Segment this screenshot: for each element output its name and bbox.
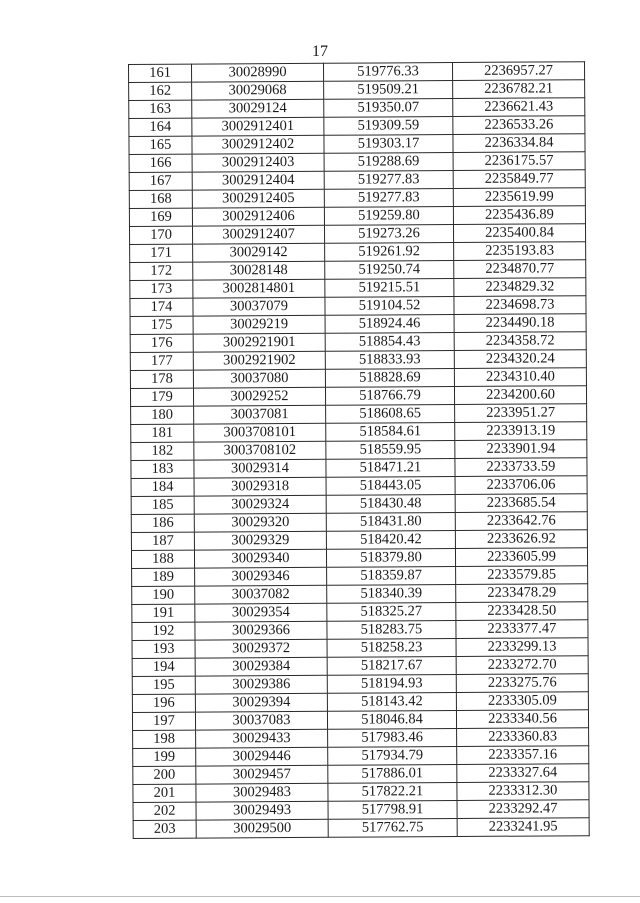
coordinate-table-body — [129, 62, 590, 839]
point-id-cell: 3002921902 — [193, 351, 325, 370]
y-coordinate-cell: 2233377.47 — [456, 620, 588, 639]
point-id-cell: 30028148 — [193, 261, 325, 280]
y-coordinate-cell: 2236334.84 — [453, 134, 585, 153]
y-coordinate-cell: 2234829.32 — [454, 278, 586, 297]
point-id-cell: 30037082 — [195, 585, 327, 604]
table-row — [129, 188, 585, 209]
x-coordinate-cell: 518828.69 — [325, 369, 454, 388]
point-id-cell: 30029493 — [196, 801, 328, 820]
y-coordinate-cell: 2233626.92 — [455, 530, 587, 549]
row-number-cell: 171 — [130, 244, 193, 262]
table-row — [129, 170, 585, 191]
point-id-cell: 30028990 — [192, 63, 324, 82]
point-id-cell: 30029483 — [196, 783, 328, 802]
table-row — [129, 62, 585, 83]
row-number-cell: 161 — [129, 64, 192, 82]
table-row — [131, 548, 587, 569]
point-id-cell: 30037079 — [193, 297, 325, 316]
x-coordinate-cell: 518283.75 — [327, 621, 456, 640]
row-number-cell: 191 — [132, 604, 195, 622]
y-coordinate-cell: 2235436.89 — [453, 206, 585, 225]
x-coordinate-cell: 519509.21 — [324, 81, 453, 100]
y-coordinate-cell: 2235849.77 — [453, 170, 585, 189]
x-coordinate-cell: 518325.27 — [327, 603, 456, 622]
y-coordinate-cell: 2233478.29 — [456, 584, 588, 603]
x-coordinate-cell: 518471.21 — [326, 459, 455, 478]
point-id-cell: 30029320 — [194, 513, 326, 532]
table-row — [131, 404, 587, 425]
x-coordinate-cell: 518379.80 — [326, 549, 455, 568]
point-id-cell: 3002912402 — [192, 135, 324, 154]
row-number-cell: 194 — [132, 658, 195, 676]
row-number-cell: 166 — [129, 154, 192, 172]
table-row — [133, 782, 589, 803]
point-id-cell: 30029366 — [195, 621, 327, 640]
table-row — [130, 296, 586, 317]
row-number-cell: 197 — [132, 712, 195, 730]
x-coordinate-cell: 519288.69 — [324, 153, 453, 172]
table-row — [129, 224, 585, 245]
point-id-cell: 30029386 — [195, 675, 327, 694]
y-coordinate-cell: 2233357.16 — [457, 746, 589, 765]
x-coordinate-cell: 517886.01 — [328, 765, 457, 784]
row-number-cell: 193 — [132, 640, 195, 658]
row-number-cell: 178 — [130, 370, 193, 388]
x-coordinate-cell: 518833.93 — [325, 351, 454, 370]
row-number-cell: 183 — [131, 460, 194, 478]
table-row — [131, 512, 587, 533]
y-coordinate-cell: 2233340.56 — [456, 710, 588, 729]
point-id-cell: 30037080 — [193, 369, 325, 388]
y-coordinate-cell: 2233360.83 — [457, 728, 589, 747]
x-coordinate-cell: 519309.59 — [324, 117, 453, 136]
table-row — [133, 764, 589, 785]
y-coordinate-cell: 2234310.40 — [454, 368, 586, 387]
table-row — [133, 728, 589, 749]
point-id-cell: 30029219 — [193, 315, 325, 334]
table-row — [129, 80, 585, 101]
y-coordinate-cell: 2233733.59 — [455, 458, 587, 477]
row-number-cell: 182 — [131, 442, 194, 460]
table-row — [131, 458, 587, 479]
y-coordinate-cell: 2235193.83 — [454, 242, 586, 261]
x-coordinate-cell: 517934.79 — [328, 747, 457, 766]
point-id-cell: 3002912403 — [192, 153, 324, 172]
point-id-cell: 30029068 — [192, 81, 324, 100]
y-coordinate-cell: 2234490.18 — [454, 314, 586, 333]
row-number-cell: 202 — [133, 802, 196, 820]
x-coordinate-cell: 518924.46 — [325, 315, 454, 334]
table-row — [130, 260, 586, 281]
row-number-cell: 165 — [129, 136, 192, 154]
x-coordinate-cell: 517822.21 — [328, 783, 457, 802]
table-row — [132, 620, 588, 641]
point-id-cell: 3002912407 — [192, 225, 324, 244]
row-number-cell: 179 — [130, 388, 193, 406]
x-coordinate-cell: 518431.80 — [326, 513, 455, 532]
point-id-cell: 30029394 — [195, 693, 327, 712]
point-id-cell: 3002912406 — [192, 207, 324, 226]
y-coordinate-cell: 2233272.70 — [456, 656, 588, 675]
point-id-cell: 30029500 — [196, 819, 328, 838]
table-row — [130, 350, 586, 371]
y-coordinate-cell: 2236621.43 — [453, 98, 585, 117]
point-id-cell: 30029314 — [194, 459, 326, 478]
table-row — [132, 656, 588, 677]
y-coordinate-cell: 2233299.13 — [456, 638, 588, 657]
row-number-cell: 199 — [133, 748, 196, 766]
x-coordinate-cell: 518217.67 — [327, 657, 456, 676]
row-number-cell: 164 — [129, 118, 192, 136]
row-number-cell: 176 — [130, 334, 193, 352]
y-coordinate-cell: 2233305.09 — [456, 692, 588, 711]
point-id-cell: 3003708102 — [194, 441, 326, 460]
row-number-cell: 181 — [131, 424, 194, 442]
x-coordinate-cell: 518584.61 — [326, 423, 455, 442]
row-number-cell: 185 — [131, 496, 194, 514]
point-id-cell: 30029329 — [194, 531, 326, 550]
point-id-cell: 3002912401 — [192, 117, 324, 136]
table-row — [133, 746, 589, 767]
x-coordinate-cell: 518420.42 — [326, 531, 455, 550]
row-number-cell: 167 — [129, 172, 192, 190]
x-coordinate-cell: 518143.42 — [327, 693, 456, 712]
row-number-cell: 180 — [131, 406, 194, 424]
x-coordinate-cell: 518194.93 — [327, 675, 456, 694]
table-row — [129, 116, 585, 137]
y-coordinate-cell: 2236533.26 — [453, 116, 585, 135]
y-coordinate-cell: 2233605.99 — [455, 548, 587, 567]
x-coordinate-cell: 519350.07 — [324, 99, 453, 118]
x-coordinate-cell: 519776.33 — [323, 63, 452, 82]
x-coordinate-cell: 518559.95 — [326, 441, 455, 460]
y-coordinate-cell: 2233951.27 — [455, 404, 587, 423]
y-coordinate-cell: 2236175.57 — [453, 152, 585, 171]
x-coordinate-cell: 518258.23 — [327, 639, 456, 658]
x-coordinate-cell: 518443.05 — [326, 477, 455, 496]
table-row — [130, 242, 586, 263]
table-row — [131, 422, 587, 443]
point-id-cell: 3002921901 — [193, 333, 325, 352]
y-coordinate-cell: 2234870.77 — [454, 260, 586, 279]
point-id-cell: 30037083 — [195, 711, 327, 730]
x-coordinate-cell: 518430.48 — [326, 495, 455, 514]
y-coordinate-cell: 2233275.76 — [456, 674, 588, 693]
y-coordinate-cell: 2233642.76 — [455, 512, 587, 531]
table-row — [129, 152, 585, 173]
row-number-cell: 195 — [132, 676, 195, 694]
x-coordinate-cell: 517762.75 — [328, 819, 457, 838]
y-coordinate-cell: 2236782.21 — [453, 80, 585, 99]
y-coordinate-cell: 2233292.47 — [457, 800, 589, 819]
row-number-cell: 189 — [132, 568, 195, 586]
table-row — [133, 800, 589, 821]
point-id-cell: 30029384 — [195, 657, 327, 676]
table-row — [131, 476, 587, 497]
x-coordinate-cell: 518854.43 — [325, 333, 454, 352]
point-id-cell: 3002912404 — [192, 171, 324, 190]
row-number-cell: 177 — [130, 352, 193, 370]
table-row — [131, 440, 587, 461]
table-row — [129, 206, 585, 227]
row-number-cell: 175 — [130, 316, 193, 334]
y-coordinate-cell: 2235619.99 — [453, 188, 585, 207]
x-coordinate-cell: 519250.74 — [325, 261, 454, 280]
y-coordinate-cell: 2234320.24 — [454, 350, 586, 369]
table-row — [132, 692, 588, 713]
y-coordinate-cell: 2234358.72 — [454, 332, 586, 351]
y-coordinate-cell: 2233312.30 — [457, 782, 589, 801]
table-row — [130, 278, 586, 299]
table-row — [131, 494, 587, 515]
point-id-cell: 30037081 — [194, 405, 326, 424]
y-coordinate-cell: 2234200.60 — [454, 386, 586, 405]
row-number-cell: 173 — [130, 280, 193, 298]
x-coordinate-cell: 518359.87 — [327, 567, 456, 586]
row-number-cell: 174 — [130, 298, 193, 316]
point-id-cell: 30029354 — [195, 603, 327, 622]
point-id-cell: 30029124 — [192, 99, 324, 118]
table-row — [133, 818, 589, 839]
row-number-cell: 203 — [133, 820, 196, 838]
y-coordinate-cell: 2234698.73 — [454, 296, 586, 315]
row-number-cell: 186 — [131, 514, 194, 532]
y-coordinate-cell: 2233428.50 — [456, 602, 588, 621]
row-number-cell: 187 — [131, 532, 194, 550]
row-number-cell: 162 — [129, 82, 192, 100]
row-number-cell: 196 — [132, 694, 195, 712]
point-id-cell: 30029340 — [194, 549, 326, 568]
row-number-cell: 198 — [133, 730, 196, 748]
table-row — [130, 368, 586, 389]
table-row — [130, 332, 586, 353]
page-number: 17 — [312, 43, 328, 60]
table-row — [132, 584, 588, 605]
x-coordinate-cell: 518608.65 — [326, 405, 455, 424]
table-row — [130, 314, 586, 335]
point-id-cell: 30029142 — [193, 243, 325, 262]
point-id-cell: 30029372 — [195, 639, 327, 658]
y-coordinate-cell: 2233685.54 — [455, 494, 587, 513]
y-coordinate-cell: 2233327.64 — [457, 764, 589, 783]
point-id-cell: 30029324 — [194, 495, 326, 514]
y-coordinate-cell: 2233241.95 — [457, 818, 589, 837]
table-row — [132, 566, 588, 587]
x-coordinate-cell: 519277.83 — [324, 171, 453, 190]
row-number-cell: 184 — [131, 478, 194, 496]
coordinate-table — [128, 61, 590, 839]
point-id-cell: 30029457 — [196, 765, 328, 784]
row-number-cell: 170 — [129, 226, 192, 244]
x-coordinate-cell: 518046.84 — [327, 711, 456, 730]
x-coordinate-cell: 517983.46 — [328, 729, 457, 748]
footer-divider — [0, 896, 640, 897]
x-coordinate-cell: 519303.17 — [324, 135, 453, 154]
point-id-cell: 3002814801 — [193, 279, 325, 298]
row-number-cell: 163 — [129, 100, 192, 118]
row-number-cell: 200 — [133, 766, 196, 784]
x-coordinate-cell: 519104.52 — [325, 297, 454, 316]
point-id-cell: 3002912405 — [192, 189, 324, 208]
y-coordinate-cell: 2233706.06 — [455, 476, 587, 495]
point-id-cell: 30029318 — [194, 477, 326, 496]
y-coordinate-cell: 2235400.84 — [453, 224, 585, 243]
y-coordinate-cell: 2233579.85 — [456, 566, 588, 585]
row-number-cell: 188 — [131, 550, 194, 568]
point-id-cell: 3003708101 — [194, 423, 326, 442]
table-row — [129, 98, 585, 119]
table-row — [132, 710, 588, 731]
y-coordinate-cell: 2233901.94 — [455, 440, 587, 459]
point-id-cell: 30029346 — [195, 567, 327, 586]
row-number-cell: 168 — [129, 190, 192, 208]
point-id-cell: 30029433 — [196, 729, 328, 748]
x-coordinate-cell: 518766.79 — [325, 387, 454, 406]
x-coordinate-cell: 518340.39 — [327, 585, 456, 604]
x-coordinate-cell: 519259.80 — [324, 207, 453, 226]
row-number-cell: 172 — [130, 262, 193, 280]
point-id-cell: 30029446 — [196, 747, 328, 766]
row-number-cell: 169 — [129, 208, 192, 226]
x-coordinate-cell: 519277.83 — [324, 189, 453, 208]
table-row — [132, 674, 588, 695]
row-number-cell: 201 — [133, 784, 196, 802]
table-row — [131, 530, 587, 551]
y-coordinate-cell: 2233913.19 — [455, 422, 587, 441]
x-coordinate-cell: 517798.91 — [328, 801, 457, 820]
point-id-cell: 30029252 — [193, 387, 325, 406]
x-coordinate-cell: 519261.92 — [325, 243, 454, 262]
x-coordinate-cell: 519273.26 — [324, 225, 453, 244]
row-number-cell: 192 — [132, 622, 195, 640]
row-number-cell: 190 — [132, 586, 195, 604]
table-row — [130, 386, 586, 407]
y-coordinate-cell: 2236957.27 — [452, 62, 584, 81]
table-row — [132, 602, 588, 623]
table-row — [129, 134, 585, 155]
table-row — [132, 638, 588, 659]
x-coordinate-cell: 519215.51 — [325, 279, 454, 298]
